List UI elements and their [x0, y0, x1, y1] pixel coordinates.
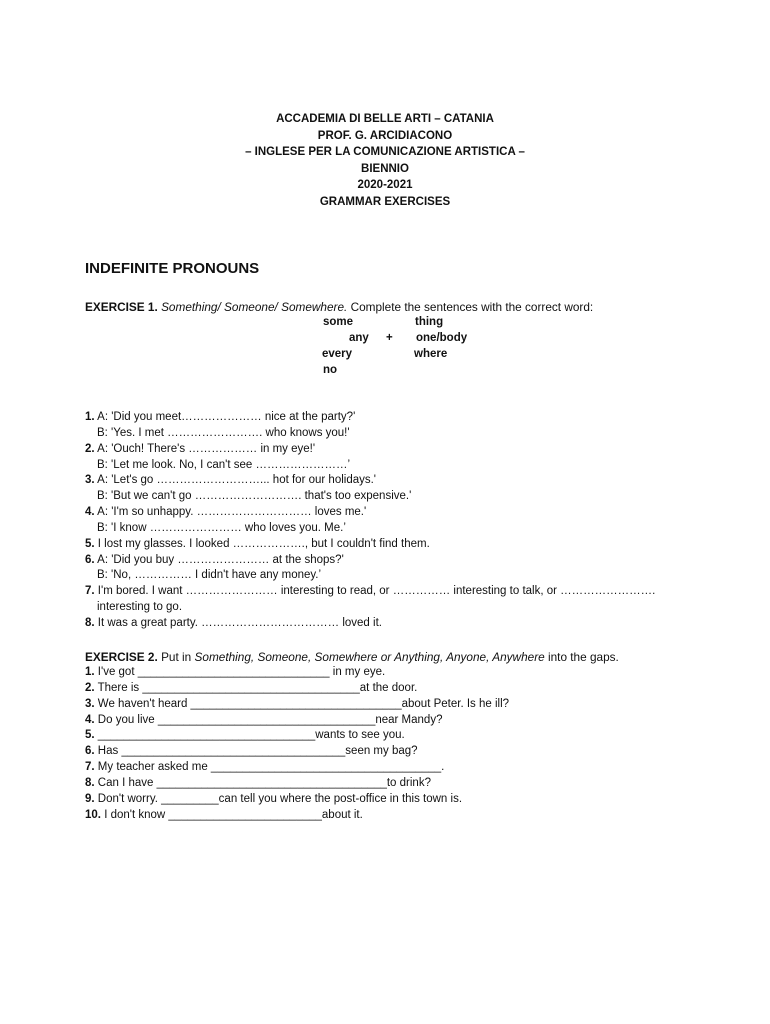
item-number: 8.: [85, 776, 95, 789]
item-number: 2.: [85, 681, 95, 694]
item-text: A: 'Did you buy …………………… at the shops?': [97, 553, 344, 566]
item-text: I've got ______________________________ in my eye.: [97, 666, 386, 678]
exercise2-instruction-words: Something, Someone, Somewhere or Anything, Anyone, Anywhere: [194, 650, 545, 664]
exercise2-heading: [85, 649, 619, 665]
list-item: [85, 776, 509, 792]
list-item: [85, 521, 655, 537]
item-text: We haven't heard _________________________________about Peter. Is he ill?: [97, 697, 510, 710]
exercise2-instruction-post: into the gaps.: [547, 650, 619, 664]
item-text: Can I have ____________________________________to drink?: [97, 776, 431, 789]
exercise1-instruction: Complete the sentences with the correct word:: [350, 300, 594, 314]
item-text: A: 'Let's go ………………………... hot for our holidays.': [97, 474, 377, 487]
item-text: I lost my glasses. I looked ………………., but I couldn't find them.: [97, 537, 430, 550]
item-text: B: 'But we can't go ………………………. that's too expensive.': [97, 490, 412, 503]
item-number: 5.: [85, 537, 95, 550]
item-text: Do you live __________________________________near Mandy?: [97, 713, 443, 726]
item-text: A: 'Ouch! There's ……………… in my eye!': [97, 442, 316, 455]
program-name: BIENNIO: [361, 162, 409, 175]
professor-name: PROF. G. ARCIDIACONO: [317, 129, 453, 142]
item-number: 5.: [85, 729, 95, 742]
item-number: 6.: [85, 553, 95, 566]
table-prefix-any: any: [349, 332, 369, 344]
institution-name: ACCADEMIA DI BELLE ARTI – CATANIA: [276, 113, 494, 125]
list-item: [85, 728, 509, 744]
list-item: [85, 505, 655, 521]
item-number: 4.: [85, 506, 95, 519]
academic-year: 2020-2021: [357, 179, 413, 191]
item-number: 1.: [85, 666, 95, 678]
word-combination-table: [322, 316, 502, 380]
exercise2-instruction-pre: Put in: [161, 650, 192, 664]
exercise2-items: [85, 665, 509, 823]
item-number: 4.: [85, 713, 95, 726]
item-text: B: 'Let me look. No, I can't see ……………………’: [97, 458, 350, 471]
list-item: [85, 760, 509, 776]
list-item: [85, 553, 655, 569]
list-item: [85, 489, 655, 505]
item-number: 3.: [85, 697, 95, 710]
list-item: [85, 442, 655, 458]
table-suffix-onebody: one/body: [416, 332, 468, 344]
document-subtitle: GRAMMAR EXERCISES: [319, 195, 451, 208]
item-number: 7.: [85, 761, 95, 774]
list-item: [85, 568, 655, 584]
list-item: [85, 426, 655, 442]
exercise1-items: [85, 410, 655, 632]
table-suffix-thing: thing: [415, 316, 444, 328]
list-item: [85, 713, 509, 729]
exercise1-topic: Something/ Someone/ Somewhere.: [161, 300, 348, 314]
item-text: B: 'Yes. I met ……………………. who knows you!': [97, 426, 350, 439]
section-title: INDEFINITE PRONOUNS: [85, 260, 260, 277]
item-number: 10.: [85, 808, 101, 821]
exercise1-heading: [85, 299, 593, 315]
item-text: B: 'No, …………… I didn't have any money.’: [97, 569, 322, 582]
list-item: [85, 616, 655, 632]
list-item: [85, 681, 509, 697]
course-name: – INGLESE PER LA COMUNICAZIONE ARTISTICA –: [245, 146, 525, 158]
item-number: 1.: [85, 411, 95, 423]
item-text: My teacher asked me ____________________________________.: [97, 761, 445, 774]
list-item: [85, 808, 509, 824]
list-item: [85, 584, 655, 600]
item-text: I don't know ________________________about it.: [104, 808, 363, 821]
exercise2-label: EXERCISE 2.: [85, 650, 158, 664]
item-text: interesting to go.: [97, 601, 183, 614]
list-item: [85, 473, 655, 489]
table-suffix-where: where: [414, 348, 448, 360]
list-item: [85, 697, 509, 713]
item-text: I'm bored. I want …………………… interesting to read, or …………… interesting to talk, or …………………….: [97, 585, 656, 598]
list-item: [85, 458, 655, 474]
item-text: B: 'I know …………………… who loves you. Me.’: [97, 521, 346, 534]
table-prefix-no: no: [323, 364, 338, 376]
item-text: Don't worry. _________can tell you where the post-office in this town is.: [97, 792, 463, 805]
list-item: [85, 744, 509, 760]
item-text: A: 'I'm so unhappy. ………………………… loves me.': [97, 506, 367, 519]
list-item: [85, 665, 509, 681]
table-plus-sign: +: [386, 332, 393, 344]
list-item: [85, 600, 655, 616]
item-text: A: 'Did you meet………………… nice at the party?': [97, 411, 356, 423]
item-text: __________________________________wants to see you.: [97, 729, 405, 742]
list-item: [85, 410, 655, 426]
list-item: [85, 537, 655, 553]
table-prefix-some: some: [323, 316, 354, 328]
item-number: 8.: [85, 616, 95, 629]
item-text: There is __________________________________at the door.: [97, 681, 418, 694]
item-text: It was a great party. ……………………………… loved it.: [97, 616, 382, 629]
item-number: 9.: [85, 792, 95, 805]
item-number: 3.: [85, 474, 95, 487]
item-number: 2.: [85, 442, 95, 455]
item-number: 7.: [85, 585, 95, 598]
list-item: [85, 792, 509, 808]
item-text: Has ___________________________________seen my bag?: [97, 745, 418, 758]
exercise1-label: EXERCISE 1.: [85, 300, 158, 314]
document-header: [0, 111, 770, 210]
item-number: 6.: [85, 745, 95, 758]
table-prefix-every: every: [322, 348, 353, 360]
